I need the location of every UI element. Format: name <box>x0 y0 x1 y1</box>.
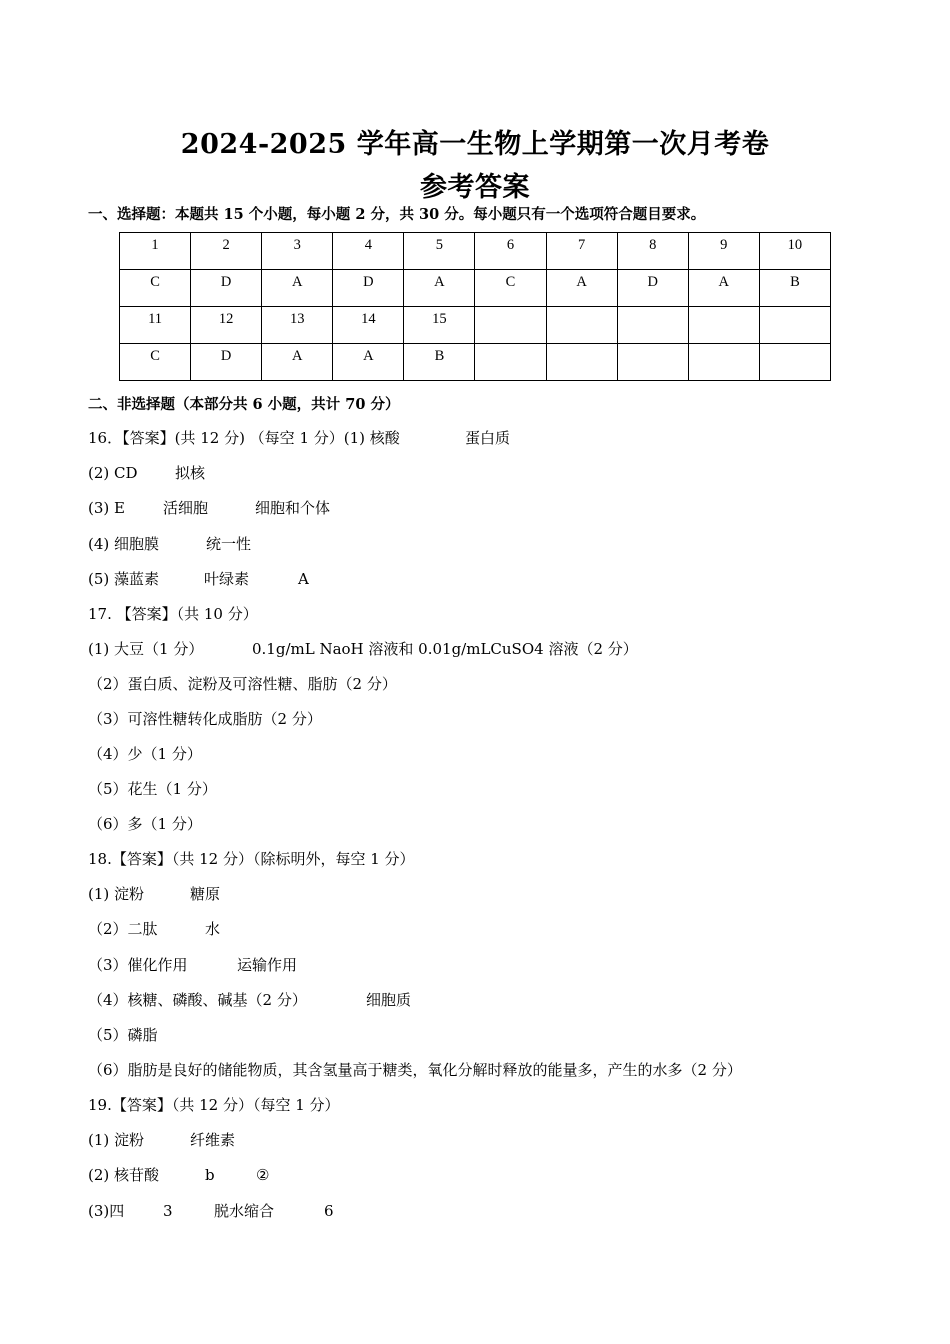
table-cell <box>475 307 546 344</box>
table-cell: D <box>333 270 404 307</box>
table-cell: A <box>546 270 617 307</box>
answer-table <box>119 232 831 381</box>
table-cell: D <box>617 270 688 307</box>
table-cell: 11 <box>120 307 191 344</box>
answer-text: 拟核 <box>175 464 206 482</box>
answer-text: (2) CD <box>88 464 138 482</box>
table-cell: 2 <box>191 233 262 270</box>
table-cell: C <box>475 270 546 307</box>
table-cell: 4 <box>333 233 404 270</box>
answer-text: （2）二肽 <box>88 920 158 938</box>
answer-text: （6）多（1 分） <box>88 815 202 833</box>
answer-text: b <box>205 1166 215 1184</box>
table-cell: C <box>120 270 191 307</box>
answer-text: 活细胞 <box>163 499 209 517</box>
answer-text: （3）催化作用 <box>88 956 188 974</box>
table-cell: 1 <box>120 233 191 270</box>
table-cell: 13 <box>262 307 333 344</box>
table-cell <box>688 307 759 344</box>
answer-text: 18.【答案】（共 12 分）（除标明外，每空 1 分） <box>88 850 415 868</box>
answer-text: （3）可溶性糖转化成脂肪（2 分） <box>88 710 322 728</box>
table-cell: A <box>262 344 333 381</box>
answer-text: 统一性 <box>206 535 252 553</box>
answer-text: 3 <box>163 1202 173 1220</box>
answer-text: 纤维素 <box>190 1131 236 1149</box>
answer-text: 16．【答案】(共 12 分) （每空 1 分）(1) 核酸 <box>88 429 400 447</box>
answer-text: 细胞和个体 <box>255 499 331 517</box>
section-heading-choice: 一、选择题：本题共 15 个小题，每小题 2 分，共 30 分。每小题只有一个选项符合题目要求。 <box>88 206 706 223</box>
answer-text: (1) 淀粉 <box>88 885 145 903</box>
answer-text: （4）核糖、磷酸、碱基（2 分） <box>88 991 307 1009</box>
answer-text: (5) 藻蓝素 <box>88 570 160 588</box>
table-cell: 10 <box>759 233 830 270</box>
table-cell: 9 <box>688 233 759 270</box>
page-title: 2024-2025 学年高一生物上学期第一次月考卷 <box>180 129 770 160</box>
answer-text: 运输作用 <box>237 956 298 974</box>
answer-text: (1) 大豆（1 分） <box>88 640 204 658</box>
table-cell: 8 <box>617 233 688 270</box>
page-subtitle: 参考答案 <box>420 172 530 203</box>
table-row <box>120 270 831 307</box>
answer-text: 6 <box>324 1202 334 1220</box>
section-heading-nonchoice: 二、非选择题（本部分共 6 小题，共计 70 分） <box>88 396 400 413</box>
answer-text: 19.【答案】（共 12 分）（每空 1 分） <box>88 1096 340 1114</box>
answer-text: 糖原 <box>190 885 221 903</box>
table-cell: D <box>191 344 262 381</box>
table-cell <box>546 344 617 381</box>
answer-text: (2) 核苷酸 <box>88 1166 160 1184</box>
answer-text: A <box>298 570 309 588</box>
table-cell: 5 <box>404 233 475 270</box>
table-cell <box>759 344 830 381</box>
answer-text: 脱水缩合 <box>214 1202 275 1220</box>
table-cell: C <box>120 344 191 381</box>
table-cell <box>759 307 830 344</box>
answer-text: 17. 【答案】（共 10 分） <box>88 605 258 623</box>
answer-text: 0.1g/mL NaoH 溶液和 0.01g/mLCuSO4 溶液（2 分） <box>252 640 638 658</box>
table-row <box>120 233 831 270</box>
table-cell <box>617 307 688 344</box>
table-cell: 3 <box>262 233 333 270</box>
table-row <box>120 307 831 344</box>
answer-text: (1) 淀粉 <box>88 1131 145 1149</box>
answer-text: 水 <box>205 920 221 938</box>
table-row <box>120 344 831 381</box>
table-cell: 14 <box>333 307 404 344</box>
answer-text: （2）蛋白质、淀粉及可溶性糖、脂肪（2 分） <box>88 675 397 693</box>
table-cell: 6 <box>475 233 546 270</box>
answer-text: 细胞质 <box>366 991 412 1009</box>
answer-text: （6）脂肪是良好的储能物质，其含氢量高于糖类，氧化分解时释放的能量多，产生的水多（2 分） <box>88 1061 742 1079</box>
answer-text: (3) E <box>88 499 125 517</box>
table-cell: A <box>262 270 333 307</box>
table-cell: D <box>191 270 262 307</box>
table-cell: B <box>404 344 475 381</box>
answer-text: (3)四 <box>88 1202 125 1220</box>
answer-text: 蛋白质 <box>465 429 511 447</box>
answer-text: 叶绿素 <box>204 570 250 588</box>
table-cell: B <box>759 270 830 307</box>
table-cell <box>546 307 617 344</box>
table-cell <box>688 344 759 381</box>
answer-text: (4) 细胞膜 <box>88 535 160 553</box>
table-cell: 15 <box>404 307 475 344</box>
table-cell: A <box>688 270 759 307</box>
answer-text: ② <box>256 1166 270 1184</box>
table-cell: 12 <box>191 307 262 344</box>
table-cell: 7 <box>546 233 617 270</box>
table-cell: A <box>333 344 404 381</box>
answer-text: （5）磷脂 <box>88 1026 158 1044</box>
answer-text: （4）少（1 分） <box>88 745 202 763</box>
answer-text: （5）花生（1 分） <box>88 780 217 798</box>
table-cell: A <box>404 270 475 307</box>
table-cell <box>617 344 688 381</box>
table-cell <box>475 344 546 381</box>
